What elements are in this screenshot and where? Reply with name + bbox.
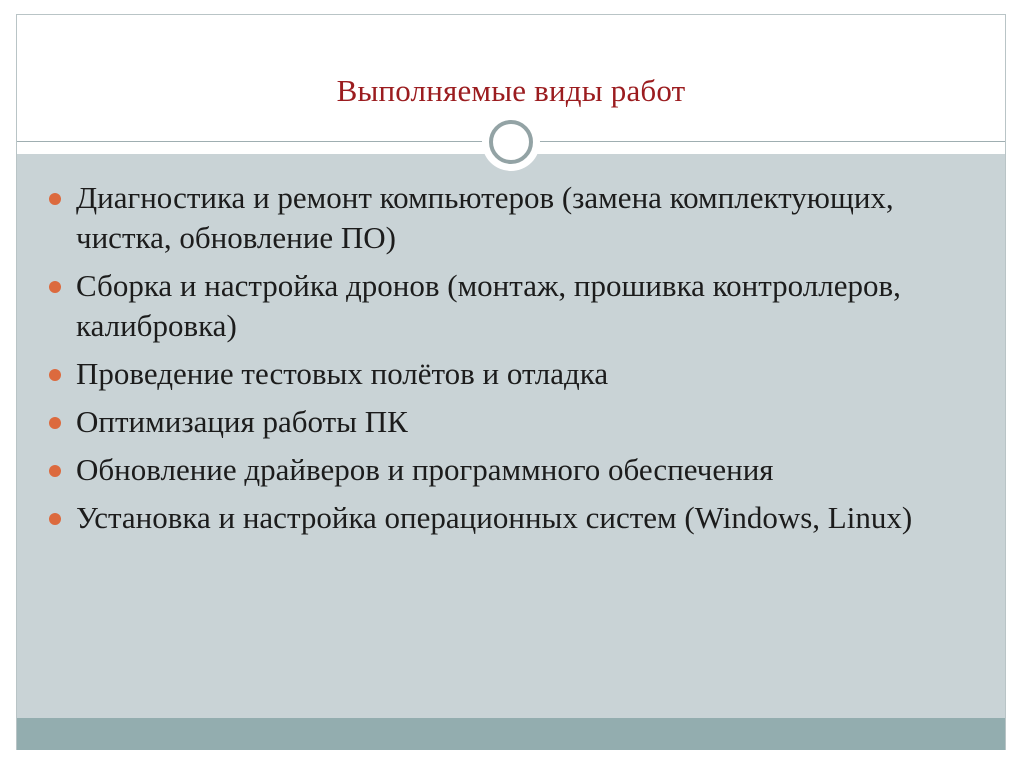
bullet-text: Диагностика и ремонт компьютеров (замена комплектующих, чистка, обновление ПО) [76,180,894,255]
bullet-dot-icon [49,417,61,429]
footer-band [17,718,1005,750]
bullet-dot-icon [49,369,61,381]
bullet-text: Установка и настройка операционных систем (Windows, Linux) [76,500,913,535]
ring-ornament-inner [489,120,533,164]
bullet-dot-icon [49,465,61,477]
bullet-dot-icon [49,513,61,525]
list-item [46,498,986,538]
bullet-text: Сборка и настройка дронов (монтаж, прошивка контроллеров, калибровка) [76,268,901,343]
list-item [46,266,986,346]
list-item [46,354,986,394]
bullet-text: Оптимизация работы ПК [76,404,408,439]
bullet-text: Обновление драйверов и программного обеспечения [76,452,774,487]
slide-title: Выполняемые виды работ [336,73,686,108]
bullet-dot-icon [49,193,61,205]
list-item [46,450,986,490]
bullet-list [46,178,986,546]
list-item [46,402,986,442]
bullet-dot-icon [49,281,61,293]
bullet-text: Проведение тестовых полётов и отладка [76,356,609,391]
list-item [46,178,986,258]
